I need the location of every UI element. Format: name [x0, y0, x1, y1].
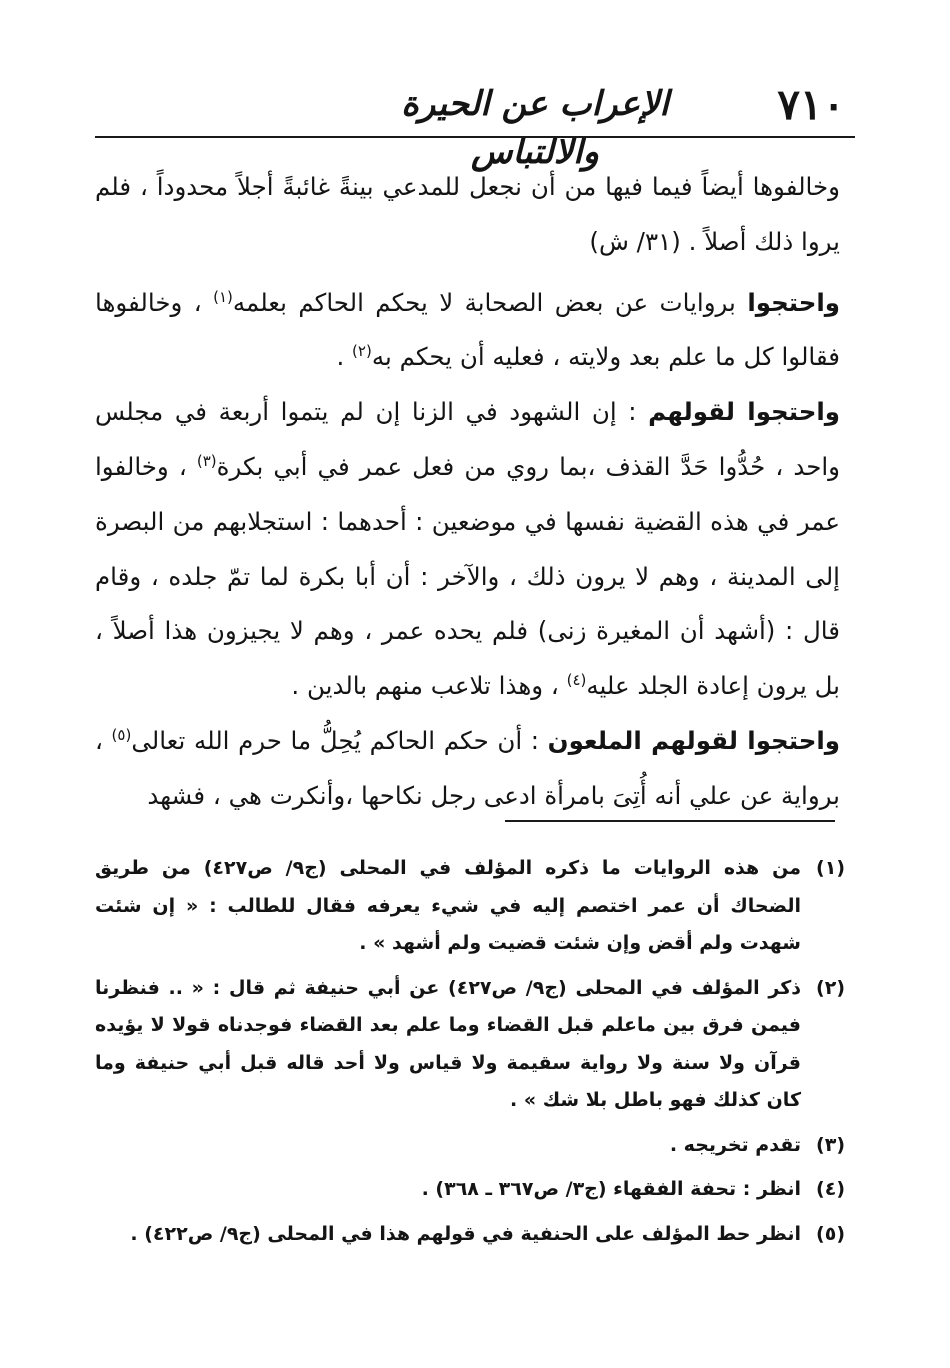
footnote-number: (٢): [816, 976, 845, 999]
footnote-text: من هذه الروايات ما ذكره المؤلف في المحلى (ج٩/ ص٤٢٧) من طريق الضحاك أن عمر اختصم إليه في شيء يعرفه فقال للطالب : « إن شئت شهدت ولم أقض وإن شئت قضيت ولم أشهد » .: [95, 857, 801, 954]
paragraph-4: [95, 714, 840, 824]
footnote-text: ذكر المؤلف في المحلى (ج٩/ ص٤٢٧) عن أبي حنيفة ثم قال : « .. فنظرنا فيمن فرق بين ماعلم قبل القضاء وما علم بعد القضاء فوجدناه قولا لا يؤيده قرآن ولا سنة ولا رواية سقيمة ولا قياس ولا أحد قاله قبل أبي حنيفة وما كان كذلك فهو باطل بلا شك » .: [95, 976, 801, 1111]
header-rule: [95, 136, 855, 138]
footnote-text: تقدم تخريجه .: [669, 1133, 801, 1156]
paragraph-1: وخالفوها أيضاً فيما فيها من أن نجعل للمدعي بينةً غائبةً أجلاً محدوداً ، فلم يروا ذلك أصلاً . (٣١/ ش): [95, 172, 840, 256]
footnote-text: انظر : تحفة الفقهاء (ج٣/ ص٣٦٧ ـ ٣٦٨) .: [421, 1178, 801, 1200]
paragraph-2: [95, 276, 840, 386]
footnote-ref-2[interactable]: (٢): [352, 342, 372, 361]
footnote-item: [95, 1216, 845, 1254]
footnote-item: [95, 1127, 845, 1165]
paragraph-2-text-a: بروايات عن بعض الصحابة لا يحكم الحاكم بعلمه: [232, 287, 748, 317]
paragraph-2-lead: واحتجوا: [747, 287, 841, 317]
paragraph-3-lead: واحتجوا لقولهم: [648, 397, 840, 427]
paragraph-4-lead: واحتجوا لقولهم الملعون: [547, 725, 840, 755]
footnote-ref-3[interactable]: (٣): [196, 451, 217, 470]
main-text: [95, 160, 840, 824]
footnote-ref-5[interactable]: (٥): [111, 725, 132, 744]
footnote-number: (٤): [816, 1178, 845, 1200]
footnote-number: (٣): [816, 1133, 845, 1156]
footnote-item: [95, 850, 845, 963]
paragraph-2-text-c: .: [336, 342, 353, 372]
footnote-number: (٥): [816, 1222, 845, 1245]
paragraph-3-text-c: ، وهذا تلاعب منهم بالدين .: [291, 671, 567, 701]
paragraph-3-text-a: : إن الشهود في الزنا إن لم يتموا أربعة في مجلس واحد ، حُدُّوا حَدَّ القذف ،بما روي من فعل عمر في أبي بكرة: [95, 397, 840, 481]
footnote-item: [95, 970, 845, 1120]
page-header: [95, 72, 855, 172]
footnote-ref-4[interactable]: (٤): [566, 671, 587, 690]
footnotes: [95, 850, 845, 1260]
paragraph-3-text-b: ، وخالفوا عمر في هذه القضية نفسها في موضعين : أحدهما : استجلابهم من البصرة إلى المدينة ، وهم لا يرون ذلك ، والآخر : أن أبا بكرة لما تمّ جلده ، وقام قال : (أشهد أن المغيرة زنى) فلم يحده عمر ، وهم لا يجيزون هذا أصلاً ، بل يرون إعادة الجلد عليه: [95, 451, 840, 701]
page-number: ٧١٠: [777, 80, 845, 129]
footnote-rule: [505, 820, 835, 822]
paragraph-4-text-b: ، برواية عن علي أنه أُتِىَ بامرأة ادعى رجل نكاحها ،وأنكرت هي ، فشهد: [95, 725, 840, 810]
footnote-text: انظر حط المؤلف على الحنفية في قولهم هذا في المحلى (ج٩/ ص٤٢٢) .: [130, 1222, 801, 1245]
book-title: الإعراب عن الحيرة والالتباس: [401, 84, 669, 172]
paragraph-2-text-b: ، وخالفوها فقالوا كل ما علم بعد ولايته ، فعليه أن يحكم به: [95, 287, 840, 372]
footnote-number: (١): [816, 857, 845, 879]
paragraph-4-text-a: : أن حكم الحاكم يُحِلُّ ما حرم الله تعالى: [131, 725, 548, 755]
footnote-item: [95, 1171, 845, 1209]
footnote-ref-1[interactable]: (١): [213, 287, 233, 306]
paragraph-3: [95, 385, 840, 714]
